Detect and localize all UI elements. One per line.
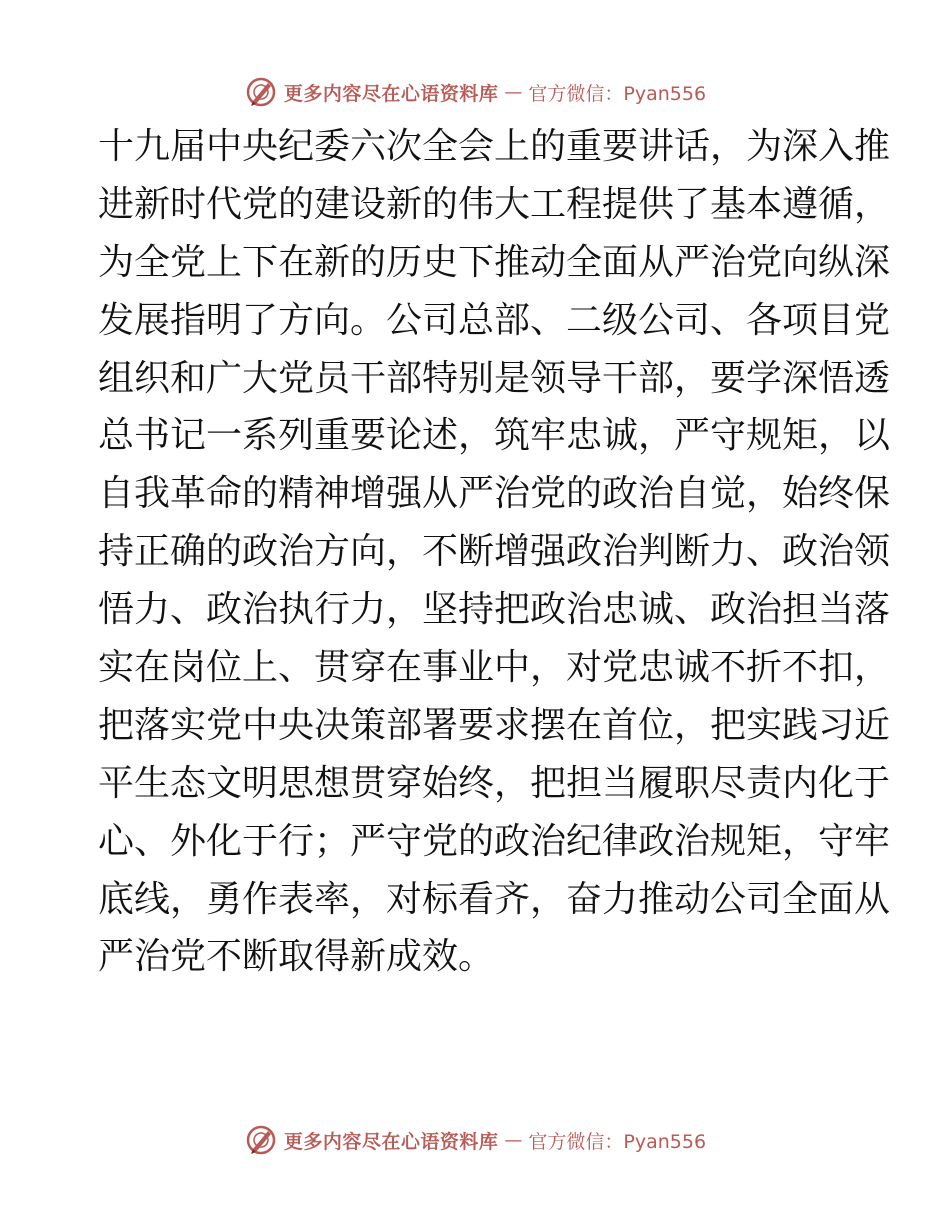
body-line: 把落实党中央决策部署要求摆在首位，把实践习近 [98,704,891,746]
header-banner-text: 更多内容尽在心语资料库 [283,82,499,105]
body-line: 严治党不断取得新成效。 [98,936,495,978]
body-line: 悟力、政治执行力，坚持把政治忠诚、政治担当落 [98,589,891,631]
body-line: 十九届中央纪委六次全会上的重要讲话，为深入推 [98,126,891,167]
pen-circle-logo-icon [244,75,278,109]
body-line: 实在岗位上、贯穿在事业中，对党忠诚不折不扣， [98,647,891,689]
body-line: 底线，勇作表率，对标看齐，奋力推动公司全面从 [98,878,891,920]
footer-banner [0,1120,950,1160]
body-line: 进新时代党的建设新的伟大工程提供了基本遵循， [98,183,891,225]
body-line: 持正确的政治方向，不断增强政治判断力、政治领 [98,531,891,573]
header-banner [0,72,950,112]
body-line: 总书记一系列重要论述，筑牢忠诚，严守规矩，以 [98,415,891,457]
header-banner-separator: — [504,81,523,103]
footer-banner-text: 更多内容尽在心语资料库 [283,1130,499,1153]
header-banner-contact: 官方微信：Pyan556 [528,82,707,105]
body-line: 发展指明了方向。公司总部、二级公司、各项目党 [98,299,891,341]
pen-circle-logo-icon [244,1123,278,1157]
body-line: 组织和广大党员干部特别是领导干部，要学深悟透 [98,357,891,399]
body-line: 为全党上下在新的历史下推动全面从严治党向纵深 [98,241,891,283]
body-line: 平生态文明思想贯穿始终，把担当履职尽责内化于 [98,762,891,804]
body-paragraph [98,118,891,986]
footer-banner-contact: 官方微信：Pyan556 [528,1130,707,1153]
body-line: 自我革命的精神增强从严治党的政治自觉，始终保 [98,473,891,515]
footer-banner-separator: — [504,1129,523,1151]
body-line: 心、外化于行；严守党的政治纪律政治规矩，守牢 [98,820,891,862]
